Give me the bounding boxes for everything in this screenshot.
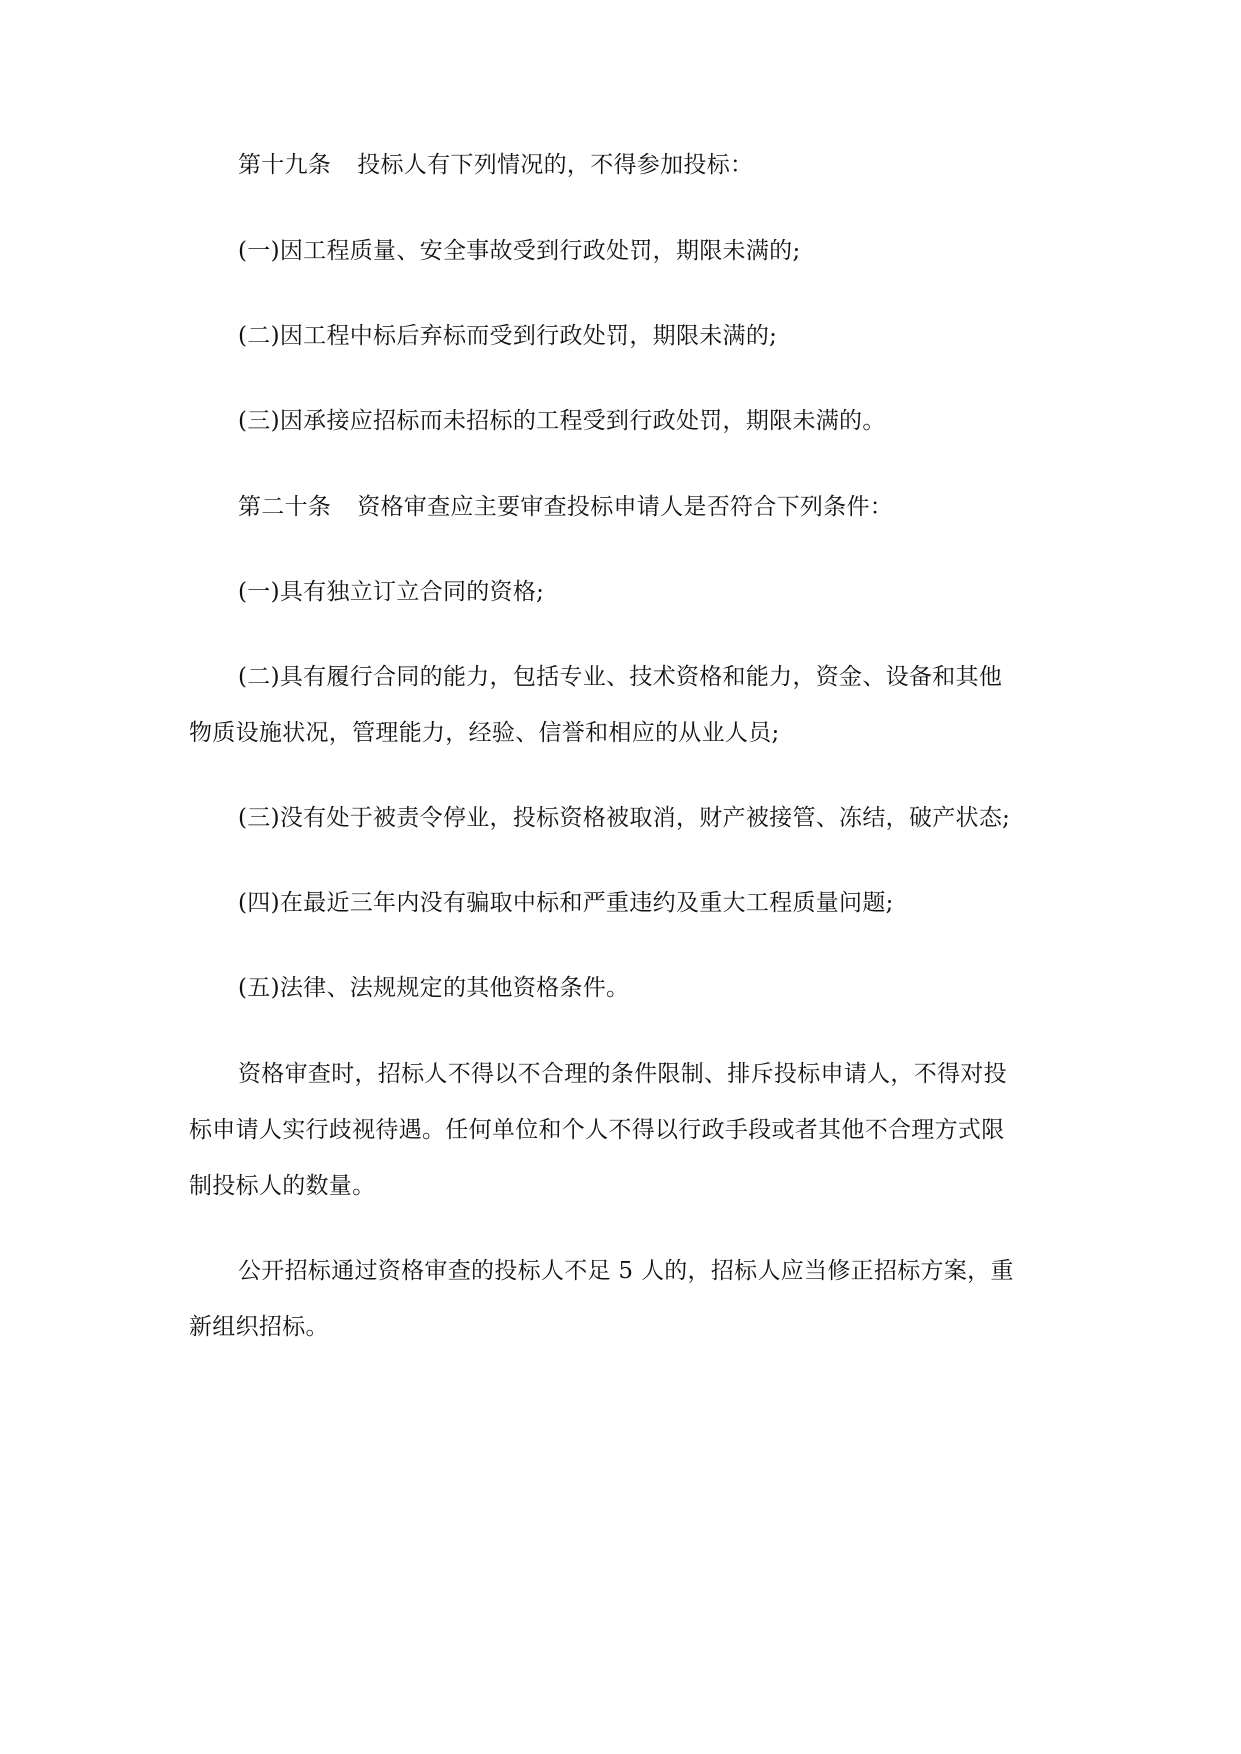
article-20-text: 资格审查应主要审查投标申请人是否符合下列条件： [357,494,894,520]
article-19-item-1: (一)因工程质量、安全事故受到行政处罚，期限未满的; [238,238,801,264]
article-20-item-2-line-2: 物质设施状况，管理能力，经验、信誉和相应的从业人员; [189,720,780,746]
paragraph-1-line-2: 标申请人实行歧视待遇。任何单位和个人不得以行政手段或者其他不合理方式限 [189,1117,1005,1143]
article-20-item-1: (一)具有独立订立合同的资格; [238,579,545,605]
article-19-item-2: (二)因工程中标后弃标而受到行政处罚，期限未满的; [238,323,778,349]
paragraph-2-line-2: 新组织招标。 [189,1314,329,1340]
paragraph-1-line-1: 资格审查时，招标人不得以不合理的条件限制、排斥投标申请人，不得对投 [238,1061,1007,1087]
paragraph-2-line-1: 公开招标通过资格审查的投标人不足 5 人的，招标人应当修正招标方案，重 [238,1258,1014,1284]
article-20-item-4: (四)在最近三年内没有骗取中标和严重违约及重大工程质量问题; [238,890,894,916]
article-19-text: 投标人有下列情况的，不得参加投标： [357,152,754,178]
article-20-item-5: (五)法律、法规规定的其他资格条件。 [238,975,630,1001]
paragraph-1-line-3: 制投标人的数量。 [189,1173,376,1199]
article-20-heading [238,492,1108,522]
article-19-heading [238,150,1108,180]
article-19-item-3: (三)因承接应招标而未招标的工程受到行政处罚，期限未满的。 [238,408,886,434]
article-20-item-2-line-1: (二)具有履行合同的能力，包括专业、技术资格和能力，资金、设备和其他 [238,664,1003,690]
article-20-number: 第二十条 [238,494,332,520]
article-19-number: 第十九条 [238,152,332,178]
article-20-item-3: (三)没有处于被责令停业，投标资格被取消，财产被接管、冻结，破产状态; [238,805,1011,831]
